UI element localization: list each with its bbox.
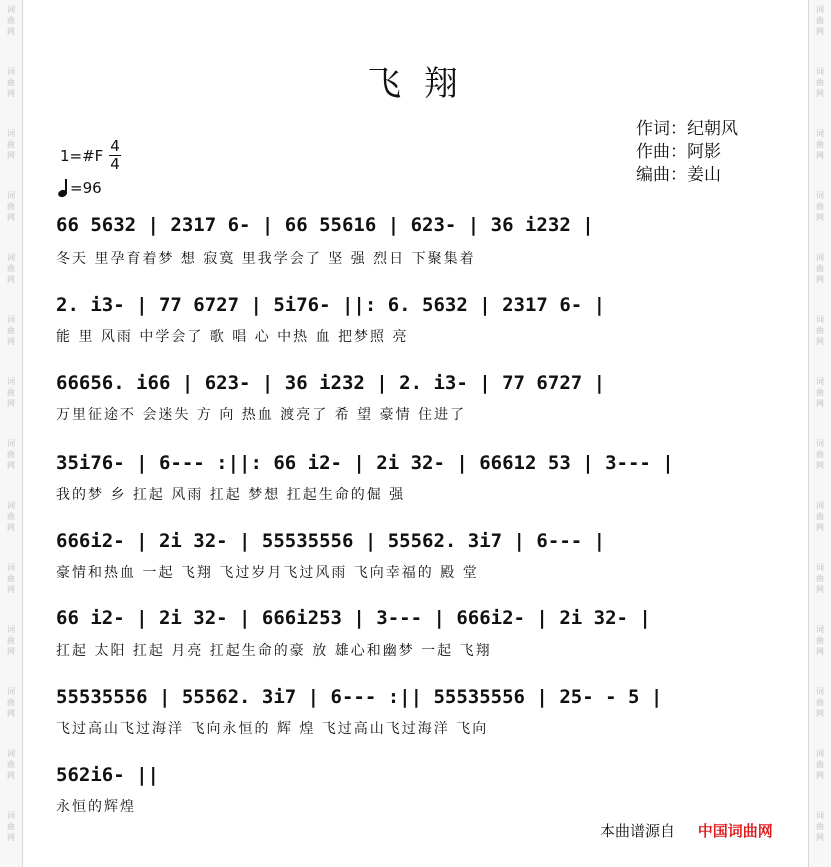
time-signature xyxy=(108,138,122,173)
system-6-lyrics: 扛起 太阳 扛起 月亮 扛起生命的豪 放 雄心和幽梦 一起 飞翔 xyxy=(56,643,492,659)
watermark-stamp: 词 曲 网 xyxy=(816,501,824,532)
source-attribution xyxy=(600,820,773,841)
song-title: 飞 翔 xyxy=(367,64,464,104)
watermark-stamp: 词 曲 网 xyxy=(7,129,15,160)
system-2-notes: 2. i3- | 77 6727 | 5i76- ||: 6. 5632 | 2317 6- | xyxy=(56,294,606,316)
watermark-stamp: 词 曲 网 xyxy=(816,811,824,842)
watermark-stamp: 词 曲 网 xyxy=(816,129,824,160)
credits-block xyxy=(636,118,738,187)
watermark-stamp: 词 曲 网 xyxy=(816,625,824,656)
watermark-column-right xyxy=(809,0,831,867)
system-4-notes: 35i76- | 6--- :||: 66 i2- | 2i 32- | 66612 53 | 3--- | xyxy=(56,452,674,474)
watermark-stamp: 词 曲 网 xyxy=(816,439,824,470)
watermark-stamp: 词 曲 网 xyxy=(816,377,824,408)
left-watermark-rail xyxy=(0,0,23,867)
source-label: 本曲谱源自 xyxy=(600,822,676,840)
credit-lyricist: 作词：纪朝风 xyxy=(636,119,738,139)
watermark-stamp: 词 曲 网 xyxy=(816,563,824,594)
quarter-note-icon xyxy=(58,179,70,197)
system-8-notes: 562i6- || xyxy=(56,764,159,786)
credit-composer: 作曲：阿影 xyxy=(636,142,721,162)
watermark-stamp: 词 曲 网 xyxy=(816,315,824,346)
system-5-lyrics: 豪情和热血 一起 飞翔 飞过岁月飞过风雨 飞向幸福的 殿 堂 xyxy=(56,565,479,581)
watermark-stamp: 词 曲 网 xyxy=(816,67,824,98)
watermark-stamp: 词 曲 网 xyxy=(816,253,824,284)
right-watermark-rail xyxy=(808,0,831,867)
time-signature-top: 4 xyxy=(110,137,120,155)
time-signature-bottom: 4 xyxy=(110,155,120,173)
system-6-notes: 66 i2- | 2i 32- | 666i253 | 3--- | 666i2- | 2i 32- | xyxy=(56,607,651,629)
system-7-lyrics: 飞过高山飞过海洋 飞向永恒的 辉 煌 飞过高山飞过海洋 飞向 xyxy=(56,721,489,737)
watermark-stamp: 词 曲 网 xyxy=(7,439,15,470)
system-4-lyrics: 我的梦 乡 扛起 风雨 扛起 梦想 扛起生命的倔 强 xyxy=(56,487,406,503)
watermark-stamp: 词 曲 网 xyxy=(7,253,15,284)
watermark-stamp: 词 曲 网 xyxy=(816,687,824,718)
system-8-lyrics: 永恒的辉煌 xyxy=(56,799,136,815)
watermark-stamp: 词 曲 网 xyxy=(816,749,824,780)
watermark-stamp: 词 曲 网 xyxy=(816,191,824,222)
system-3-lyrics: 万里征途不 会迷失 方 向 热血 渡亮了 希 望 豪情 住进了 xyxy=(56,407,467,423)
watermark-stamp: 词 曲 网 xyxy=(7,501,15,532)
credit-arranger: 编曲：姜山 xyxy=(636,165,721,185)
watermark-stamp: 词 曲 网 xyxy=(7,315,15,346)
source-brand: 中国词曲网 xyxy=(697,822,773,840)
system-1-lyrics: 冬天 里孕育着梦 想 寂寞 里我学会了 坚 强 烈日 下聚集着 xyxy=(56,251,476,267)
watermark-stamp: 词 曲 网 xyxy=(7,5,15,36)
tempo-value: =96 xyxy=(70,179,102,197)
watermark-stamp: 词 曲 网 xyxy=(7,67,15,98)
watermark-stamp: 词 曲 网 xyxy=(7,811,15,842)
system-5-notes: 666i2- | 2i 32- | 55535556 | 55562. 3i7 | 6--- | xyxy=(56,530,606,552)
key-signature: 1=#F xyxy=(60,147,104,165)
system-1-notes: 66 5632 | 2317 6- | 66 55616 | 623- | 36 i232 | xyxy=(56,214,594,236)
system-2-lyrics: 能 里 风雨 中学会了 歌 唱 心 中热 血 把梦照 亮 xyxy=(56,329,409,345)
watermark-column-left xyxy=(0,0,22,867)
system-3-notes: 66656. i66 | 623- | 36 i232 | 2. i3- | 77 6727 | xyxy=(56,372,606,394)
watermark-stamp: 词 曲 网 xyxy=(7,377,15,408)
watermark-stamp: 词 曲 网 xyxy=(816,5,824,36)
system-7-notes: 55535556 | 55562. 3i7 | 6--- :|| 55535556 | 25- - 5 | xyxy=(56,686,663,708)
watermark-stamp: 词 曲 网 xyxy=(7,191,15,222)
watermark-stamp: 词 曲 网 xyxy=(7,625,15,656)
tempo-marking xyxy=(58,179,102,197)
watermark-stamp: 词 曲 网 xyxy=(7,749,15,780)
watermark-stamp: 词 曲 网 xyxy=(7,687,15,718)
watermark-stamp: 词 曲 网 xyxy=(7,563,15,594)
